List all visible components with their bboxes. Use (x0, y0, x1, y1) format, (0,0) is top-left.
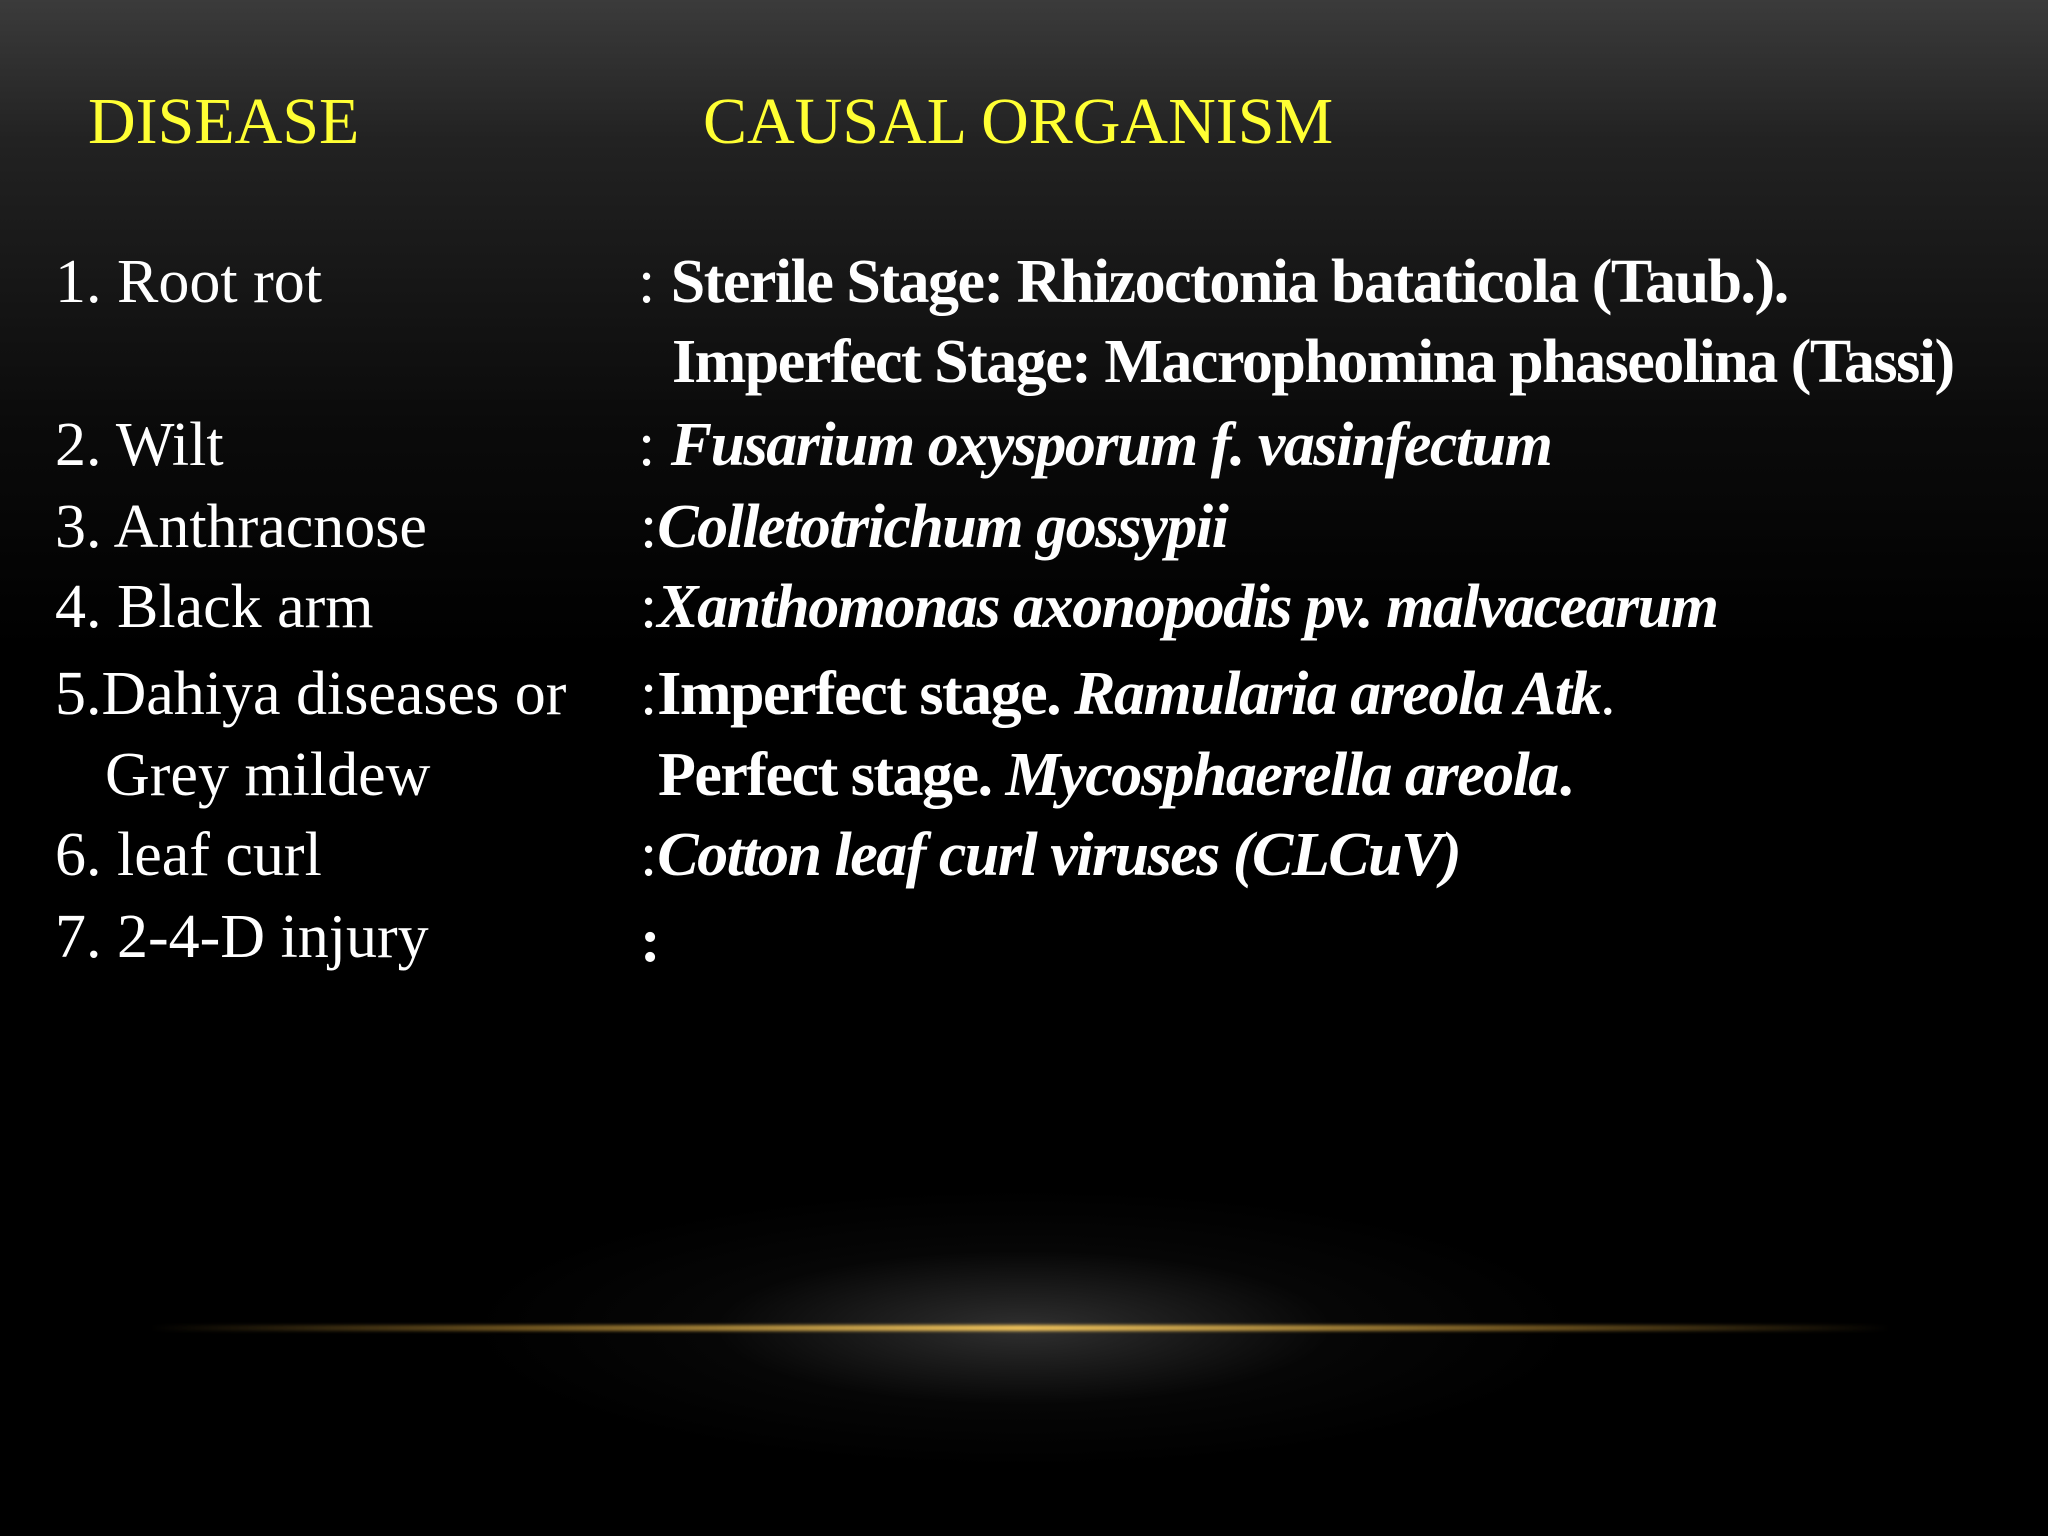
decorative-glow-line (150, 1325, 1890, 1331)
disease-wilt: 2. Wilt (55, 411, 224, 479)
separator: : (640, 573, 658, 641)
organism-text: Ramularia areola Atk (1074, 660, 1600, 728)
separator: : (638, 411, 671, 479)
separator: : (640, 821, 658, 889)
organism-root-rot-imperfect (672, 325, 1954, 399)
organism-wilt (638, 408, 1551, 482)
disease-black-arm: 4. Black arm (55, 573, 374, 641)
organism-text: Fusarium oxysporum f. vasinfectum (670, 411, 1552, 479)
organism-text: Colletotrichum gossypii (657, 493, 1228, 561)
organism-text: . (1557, 741, 1572, 809)
organism-text: Sterile Stage: Rhizoctonia bataticola (Taub.). (670, 248, 1788, 316)
organism-dahiya-imperfect (640, 657, 1615, 731)
disease-anthracnose: 3. Anthracnose (55, 493, 427, 561)
header-causal-organism: CAUSAL ORGANISM (703, 85, 1334, 158)
organism-text: Imperfect stage. (657, 660, 1075, 728)
organism-dahiya-perfect (658, 738, 1572, 812)
organism-text: Imperfect Stage: Macrophomina phaseolina (Tassi) (672, 328, 1954, 396)
organism-text: Perfect stage. (658, 741, 1006, 809)
separator: : (640, 907, 660, 975)
separator: : (640, 660, 658, 728)
organism-root-rot-sterile (638, 245, 1788, 319)
header-disease: DISEASE (88, 85, 360, 158)
disease-dahiya: 5.Dahiya diseases or (55, 660, 567, 728)
organism-text: Mycosphaerella areola (1005, 741, 1558, 809)
disease-2-4-d-injury: 7. 2-4-D injury (55, 903, 429, 971)
separator: : (640, 493, 658, 561)
disease-root-rot: 1. Root rot (55, 248, 322, 316)
disease-leaf-curl: 6. leaf curl (55, 821, 322, 889)
disease-grey-mildew: Grey mildew (105, 741, 431, 809)
organism-leaf-curl (640, 818, 1460, 892)
separator: : (638, 248, 671, 316)
organism-text: . (1599, 660, 1616, 728)
organism-text: Cotton leaf curl viruses (CLCuV) (657, 821, 1461, 889)
organism-black-arm (640, 570, 1718, 644)
organism-2-4-d-injury (640, 904, 659, 978)
organism-text: Xanthomonas axonopodis pv. malvacearum (657, 573, 1718, 641)
organism-anthracnose (640, 490, 1227, 564)
